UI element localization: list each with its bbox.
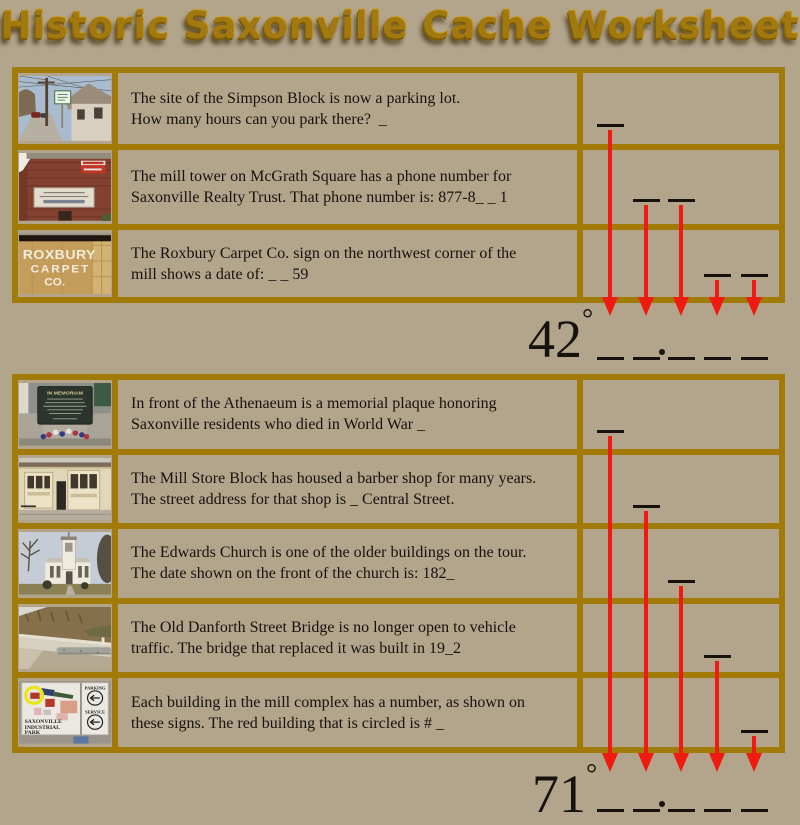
coordinate-blank-line — [704, 809, 731, 812]
co-word: CO. — [44, 276, 66, 289]
answer-blank-line — [741, 730, 768, 733]
red-arrow-shaft — [715, 661, 719, 753]
question-line: The date shown on the front of the church is: 182_ — [131, 565, 455, 583]
question-line: How many hours can you park there? _ — [131, 110, 387, 128]
edwards-church-photo — [15, 526, 115, 601]
question-building-number — [115, 675, 580, 750]
roxbury-carpet-sign-photo — [15, 227, 115, 300]
question-line: The street address for that shop is _ Central Street. — [131, 490, 455, 508]
coordinate-blank-line — [668, 357, 695, 360]
down-arrow-icon — [673, 753, 689, 772]
question-line: Saxonville Realty Trust. That phone number is: 877-8_ _ 1 — [131, 189, 508, 206]
question-line: The site of the Simpson Block is now a parking lot. — [131, 89, 461, 107]
coordinate-blank-line — [704, 357, 731, 360]
street-scene-image — [19, 76, 111, 141]
down-arrow-icon — [673, 297, 689, 316]
down-arrow-icon — [709, 753, 725, 772]
red-arrow-shaft — [608, 436, 612, 753]
decimal-point — [659, 349, 665, 355]
question-line: Saxonville residents who died in World War _ — [131, 416, 426, 434]
sign-name-line: PARK — [24, 730, 41, 737]
question-danforth-bridge — [115, 601, 580, 676]
down-arrow-icon — [638, 297, 654, 316]
mill-tower-sign-photo — [15, 147, 115, 227]
down-arrow-icon — [746, 297, 762, 316]
red-arrow-shaft — [752, 280, 756, 297]
memorial-plaque-image — [19, 383, 111, 446]
answer-blank-line — [741, 274, 768, 277]
answer-blank-line — [633, 199, 660, 202]
coordinate-blank-line — [597, 809, 624, 812]
page-title: Historic Saxonville Cache Worksheet — [0, 4, 800, 47]
question-line: Each building in the mill complex has a number, as shown on — [131, 693, 525, 711]
parking-sign-street-photo — [15, 70, 115, 147]
danforth-bridge-photo — [15, 601, 115, 676]
answer-blank-line — [597, 430, 624, 433]
storefront-image — [19, 458, 111, 521]
question-mill-tower — [115, 147, 580, 227]
answer-blank-line — [704, 655, 731, 658]
question-line: The Roxbury Carpet Co. sign on the northwest corner of the — [131, 244, 517, 262]
question-line: In front of the Athenaeum is a memorial plaque honoring — [131, 395, 497, 413]
latitude-degrees: 42 — [528, 309, 582, 369]
roxbury-word: ROXBURY — [22, 247, 96, 263]
sign-name-line: SAXONVILLE — [24, 719, 62, 726]
question-line: The Edwards Church is one of the older buildings on the tour. — [131, 544, 527, 562]
question-roxbury — [115, 227, 580, 300]
down-arrow-icon — [602, 753, 618, 772]
parking-label: PARKING — [84, 685, 106, 691]
question-line: traffic. The bridge that replaced it was built in 19_2 — [131, 640, 461, 658]
mill-tower-image — [19, 153, 111, 221]
bridge-image — [19, 607, 111, 670]
red-arrow-shaft — [752, 736, 756, 753]
red-arrow-shaft — [644, 205, 648, 297]
answer-blank-line — [668, 580, 695, 583]
question-line: these signs. The red building that is circled is # _ — [131, 714, 444, 732]
red-arrow-shaft — [644, 511, 648, 753]
questions-table-latitude — [12, 67, 785, 303]
longitude-degrees: 71 — [532, 764, 586, 824]
service-label: SERVICE — [85, 710, 105, 716]
question-line: The Old Danforth Street Bridge is no longer open to vehicle — [131, 619, 516, 637]
coordinate-blank-line — [668, 809, 695, 812]
question-line: The mill tower on McGrath Square has a phone number for — [131, 168, 512, 185]
question-simpson-block — [115, 70, 580, 147]
red-arrow-shaft — [679, 586, 683, 753]
coordinate-blank-line — [741, 357, 768, 360]
answer-blank-line — [597, 124, 624, 127]
red-arrow-shaft — [715, 280, 719, 297]
industrial-park-sign-image — [19, 681, 111, 744]
sign-name-line: INDUSTRIAL — [24, 725, 61, 732]
down-arrow-icon — [602, 297, 618, 316]
coordinate-blank-line — [633, 809, 660, 812]
industrial-park-sign-photo — [15, 675, 115, 750]
degree-symbol: ° — [586, 759, 598, 790]
question-line: mill shows a date of: _ _ 59 — [131, 265, 309, 283]
church-image — [19, 532, 111, 595]
down-arrow-icon — [709, 297, 725, 316]
question-mill-store — [115, 452, 580, 527]
red-arrow-shaft — [608, 130, 612, 297]
answer-blank-line — [633, 505, 660, 508]
coordinate-blank-line — [741, 809, 768, 812]
question-edwards-church — [115, 526, 580, 601]
question-line: The Mill Store Block has housed a barber shop for many years. — [131, 469, 537, 487]
decimal-point — [659, 801, 665, 807]
answer-blank-line — [704, 274, 731, 277]
answer-blank-line — [668, 199, 695, 202]
memorial-plaque-photo — [15, 377, 115, 452]
red-arrow-shaft — [679, 205, 683, 297]
roxbury-sign-image — [19, 233, 111, 294]
in-memoriam-text: IN MEMORIAM — [47, 390, 83, 397]
down-arrow-icon — [638, 753, 654, 772]
coordinate-blank-line — [633, 357, 660, 360]
coordinate-blank-line — [597, 357, 624, 360]
question-athenaeum — [115, 377, 580, 452]
down-arrow-icon — [746, 753, 762, 772]
degree-symbol: ° — [582, 304, 594, 335]
questions-table-longitude — [12, 374, 785, 753]
mill-store-block-photo — [15, 452, 115, 527]
carpet-word: CARPET — [30, 263, 91, 276]
